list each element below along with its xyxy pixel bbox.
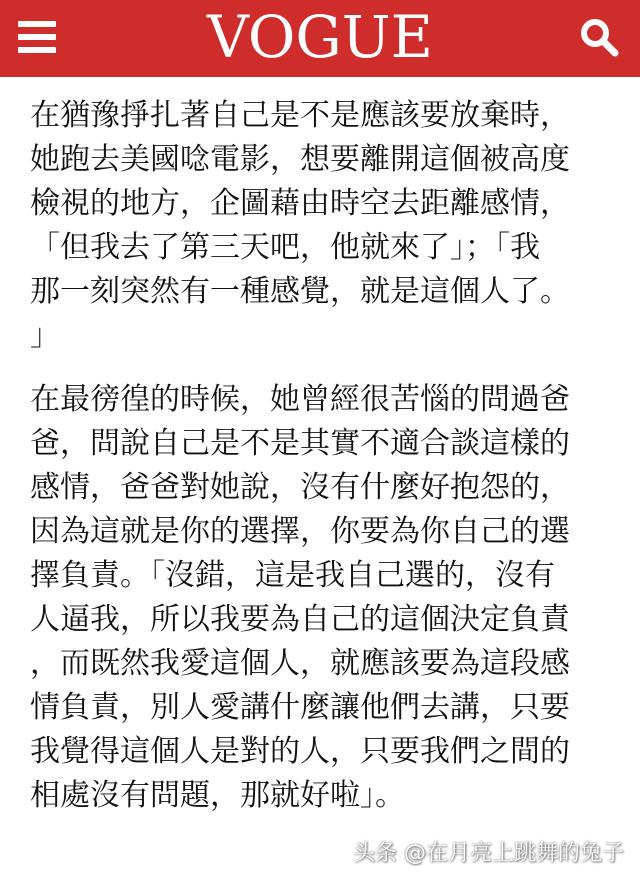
article-text-line: 擇負責。「沒錯，這是我自己選的，沒有: [30, 558, 555, 593]
article-paragraph: [30, 378, 620, 818]
article-text-line: 我覺得這個人是對的人，只要我們之間的: [30, 734, 570, 769]
article-text-line: 因為這就是你的選擇，你要為你自己的選: [30, 514, 570, 549]
article-text-line: 「但我去了第三天吧，他就來了」；「我: [30, 230, 540, 265]
article-paragraph: [30, 94, 620, 358]
menu-icon[interactable]: [18, 21, 56, 53]
article-text-line: 」: [30, 318, 60, 353]
article-text-line: 爸，問說自己是不是其實不適合談這樣的: [30, 426, 570, 461]
article-text-line: 在猶豫掙扎著自己是不是應該要放棄時，: [30, 98, 570, 133]
search-icon[interactable]: [578, 16, 620, 58]
article-text-line: 檢視的地方，企圖藉由時空去距離感情，: [30, 186, 570, 221]
top-header: [0, 0, 640, 77]
article-text-line: 相處沒有問題，那就好啦」。: [30, 778, 405, 813]
article-text-line: 在最徬徨的時候，她曾經很苦惱的問過爸: [30, 382, 570, 417]
article-body: [30, 94, 620, 818]
article-text-line: 那一刻突然有一種感覺，就是這個人了。: [30, 274, 570, 309]
article-text-line: 她跑去美國唸電影，想要離開這個被高度: [30, 142, 570, 177]
article-text-line: ，而既然我愛這個人，就應該要為這段感: [30, 646, 570, 681]
article-text-line: 感情，爸爸對她說，沒有什麼好抱怨的，: [30, 470, 570, 505]
article-text-line: 人逼我，所以我要為自己的這個決定負責: [30, 602, 570, 637]
article-text-line: 情負責，別人愛講什麼讓他們去講，只要: [30, 690, 570, 725]
vogue-logo[interactable]: VOGUE: [207, 3, 433, 71]
source-watermark: 头条 @在月亮上跳舞的兔子: [353, 841, 624, 866]
